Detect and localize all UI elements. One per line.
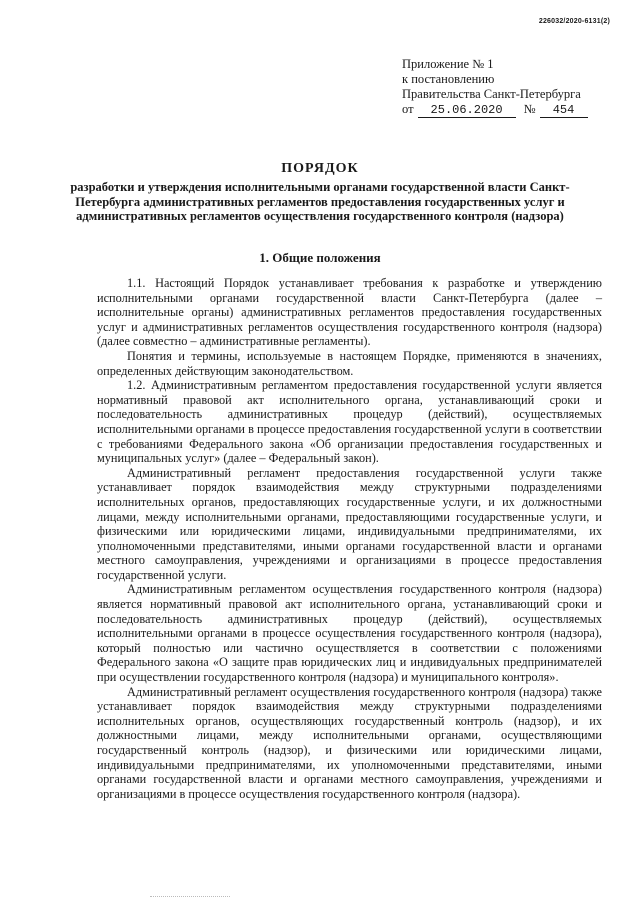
number-prefix: № — [523, 102, 536, 116]
document-body — [97, 276, 602, 801]
paragraph: Административный регламент осуществления государственного контроля (надзора) также устанавливает порядок взаимодействия между структурными подразделениями исполнительных органов, осуществляющих государственный контроль (надзор), и их должностными лицами, между исполнительными органами, осуществляющими государственный контроль (надзор), и физическими или юридическими лицами, индивидуальными предпринимателями, их уполномоченными представителями, иными органами государственной власти и органами местного самоуправления, учреждениями и организациями в процессе осуществления государственного контроля (надзора). — [97, 684, 602, 801]
date-prefix: от — [402, 102, 414, 116]
section-heading: 1. Общие положения — [259, 250, 381, 265]
paragraph: Административным регламентом осуществления государственного контроля (надзора) является нормативный правовой акт исполнительного органа, устанавливающий сроки и последовательность административных процедур (действий), осуществляемых исполнительными органами в процессе осуществления государственного контроля (надзора), который полностью или частично осуществляется в соответствии с положениями Федерального закона «О защите прав юридических лиц и индивидуальных предпринимателей при осуществлении государственного контроля (надзора) и муниципального контроля». — [97, 582, 602, 685]
paragraph: 1.1. Настоящий Порядок устанавливает требования к разработке и утверждению исполнительными органами государственной власти Санкт-Петербурга (далее – исполнительные органы) административных регламентов предоставления государственных услуг и административных регламентов осуществления государственного контроля (надзора) (далее совместно – административные регламенты). — [97, 276, 602, 349]
page-footer-mark — [150, 896, 230, 901]
paragraph: Понятия и термины, используемые в настоящем Порядке, применяются в значениях, определенных действующим законодательством. — [97, 348, 602, 378]
registration-number: 226032/2020-6131(2) — [538, 18, 610, 25]
decree-number: 454 — [540, 104, 588, 118]
document-title: ПОРЯДОК — [281, 161, 359, 176]
annex-line-1: Приложение № 1 — [402, 57, 494, 71]
annex-date-row — [402, 102, 622, 118]
paragraph: Административный регламент предоставления государственной услуги также устанавливает порядок взаимодействия между структурными подразделениями исполнительных органов, предоставляющих государственные услуги, и их должностными лицами, между исполнительными органами, предоставляющими государственные услуги, и физическими или юридическими лицами, индивидуальными предпринимателями, их уполномоченными представителями, иными органами государственной власти и органами местного самоуправления, учреждениями и организациями в процессе предоставления государственной услуги. — [97, 465, 602, 582]
document-title-block — [60, 160, 580, 224]
paragraph: 1.2. Административным регламентом предоставления государственной услуги является нормативный правовой акт исполнительного органа, устанавливающий сроки и последовательность административных процедур (действий), осуществляемых исполнительными органами в процессе предоставления государственной услуги в соответствии с требованиями Федерального закона «Об организации предоставления государственных и муниципальных услуг» (далее – Федеральный закон). — [97, 378, 602, 466]
document-subtitle: разработки и утверждения исполнительными органами государственной власти Санкт-Петербурга административных регламентов предоставления государственных услуг и административных регламентов осуществления государственного контроля (надзора) — [70, 180, 570, 223]
decree-date: 25.06.2020 — [418, 104, 516, 118]
annex-line-3: Правительства Санкт-Петербурга — [402, 87, 581, 101]
annex-block — [402, 57, 622, 118]
annex-line-2: к постановлению — [402, 72, 495, 86]
